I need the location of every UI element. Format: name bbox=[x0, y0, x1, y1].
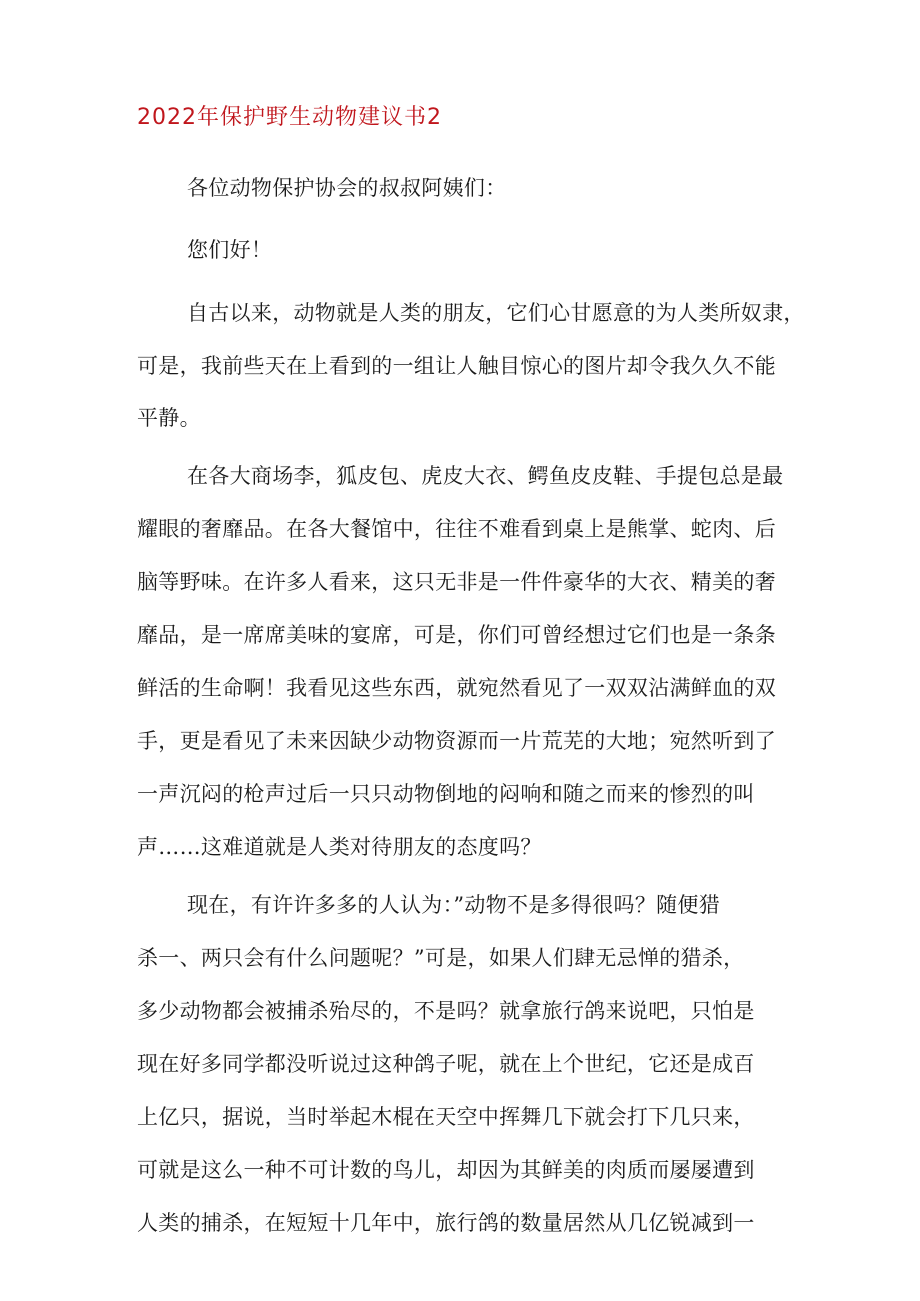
paragraph-line: 平静。 bbox=[137, 406, 201, 430]
paragraph-line: 耀眼的奢靡品。在各大餐馆中，往往不难看到桌上是熊掌、蛇肉、后 bbox=[137, 517, 776, 541]
paragraph-line: 手，更是看见了未来因缺少动物资源而一片荒芜的大地；宛然听到了 bbox=[137, 729, 776, 753]
paragraph-line: 人类的捕杀，在短短十几年中，旅行鸽的数量居然从几亿锐减到一 bbox=[137, 1211, 755, 1235]
paragraph-line: 在各大商场李，狐皮包、虎皮大衣、鳄鱼皮皮鞋、手提包总是最 bbox=[187, 464, 784, 488]
paragraph-line: 自古以来，动物就是人类的朋友，它们心甘愿意的为人类所奴隶， bbox=[187, 301, 805, 325]
document-title: 2022年保护野生动物建议书2 bbox=[137, 105, 442, 130]
greeting: 您们好！ bbox=[187, 238, 273, 262]
paragraph-line: 上亿只，据说，当时举起木棍在天空中挥舞几下就会打下几只来， bbox=[137, 1105, 755, 1129]
paragraph-line: 现在好多同学都没听说过这种鸽子呢，就在上个世纪，它还是成百 bbox=[137, 1052, 755, 1076]
paragraph-line: 脑等野味。在许多人看来，这只无非是一件件豪华的大衣、精美的奢 bbox=[137, 570, 776, 594]
paragraph-line: 靡品，是一席席美味的宴席，可是，你们可曾经想过它们也是一条条 bbox=[137, 623, 776, 647]
paragraph-line: 可就是这么一种不可计数的鸟儿，却因为其鲜美的肉质而屡屡遭到 bbox=[137, 1158, 755, 1182]
paragraph-line: 鲜活的生命啊！我看见这些东西，就宛然看见了一双双沾满鲜血的双 bbox=[137, 676, 776, 700]
paragraph-line: 可是，我前些天在上看到的一组让人触目惊心的图片却令我久久不能 bbox=[137, 354, 776, 378]
salutation: 各位动物保护协会的叔叔阿姨们： bbox=[187, 176, 507, 200]
paragraph-line: 现在，有许许多多的人认为：”动物不是多得很吗？随便猎 bbox=[187, 893, 721, 917]
paragraph-line: 多少动物都会被捕杀殆尽的，不是吗？就拿旅行鸽来说吧，只怕是 bbox=[137, 999, 755, 1023]
paragraph-line: 杀一、两只会有什么问题呢？”可是，如果人们肆无忌惮的猎杀， bbox=[137, 946, 745, 970]
paragraph-line: 一声沉闷的枪声过后一只只动物倒地的闷响和随之而来的惨烈的叫 bbox=[137, 782, 755, 806]
paragraph-line: 声……这难道就是人类对待朋友的态度吗？ bbox=[137, 835, 542, 859]
